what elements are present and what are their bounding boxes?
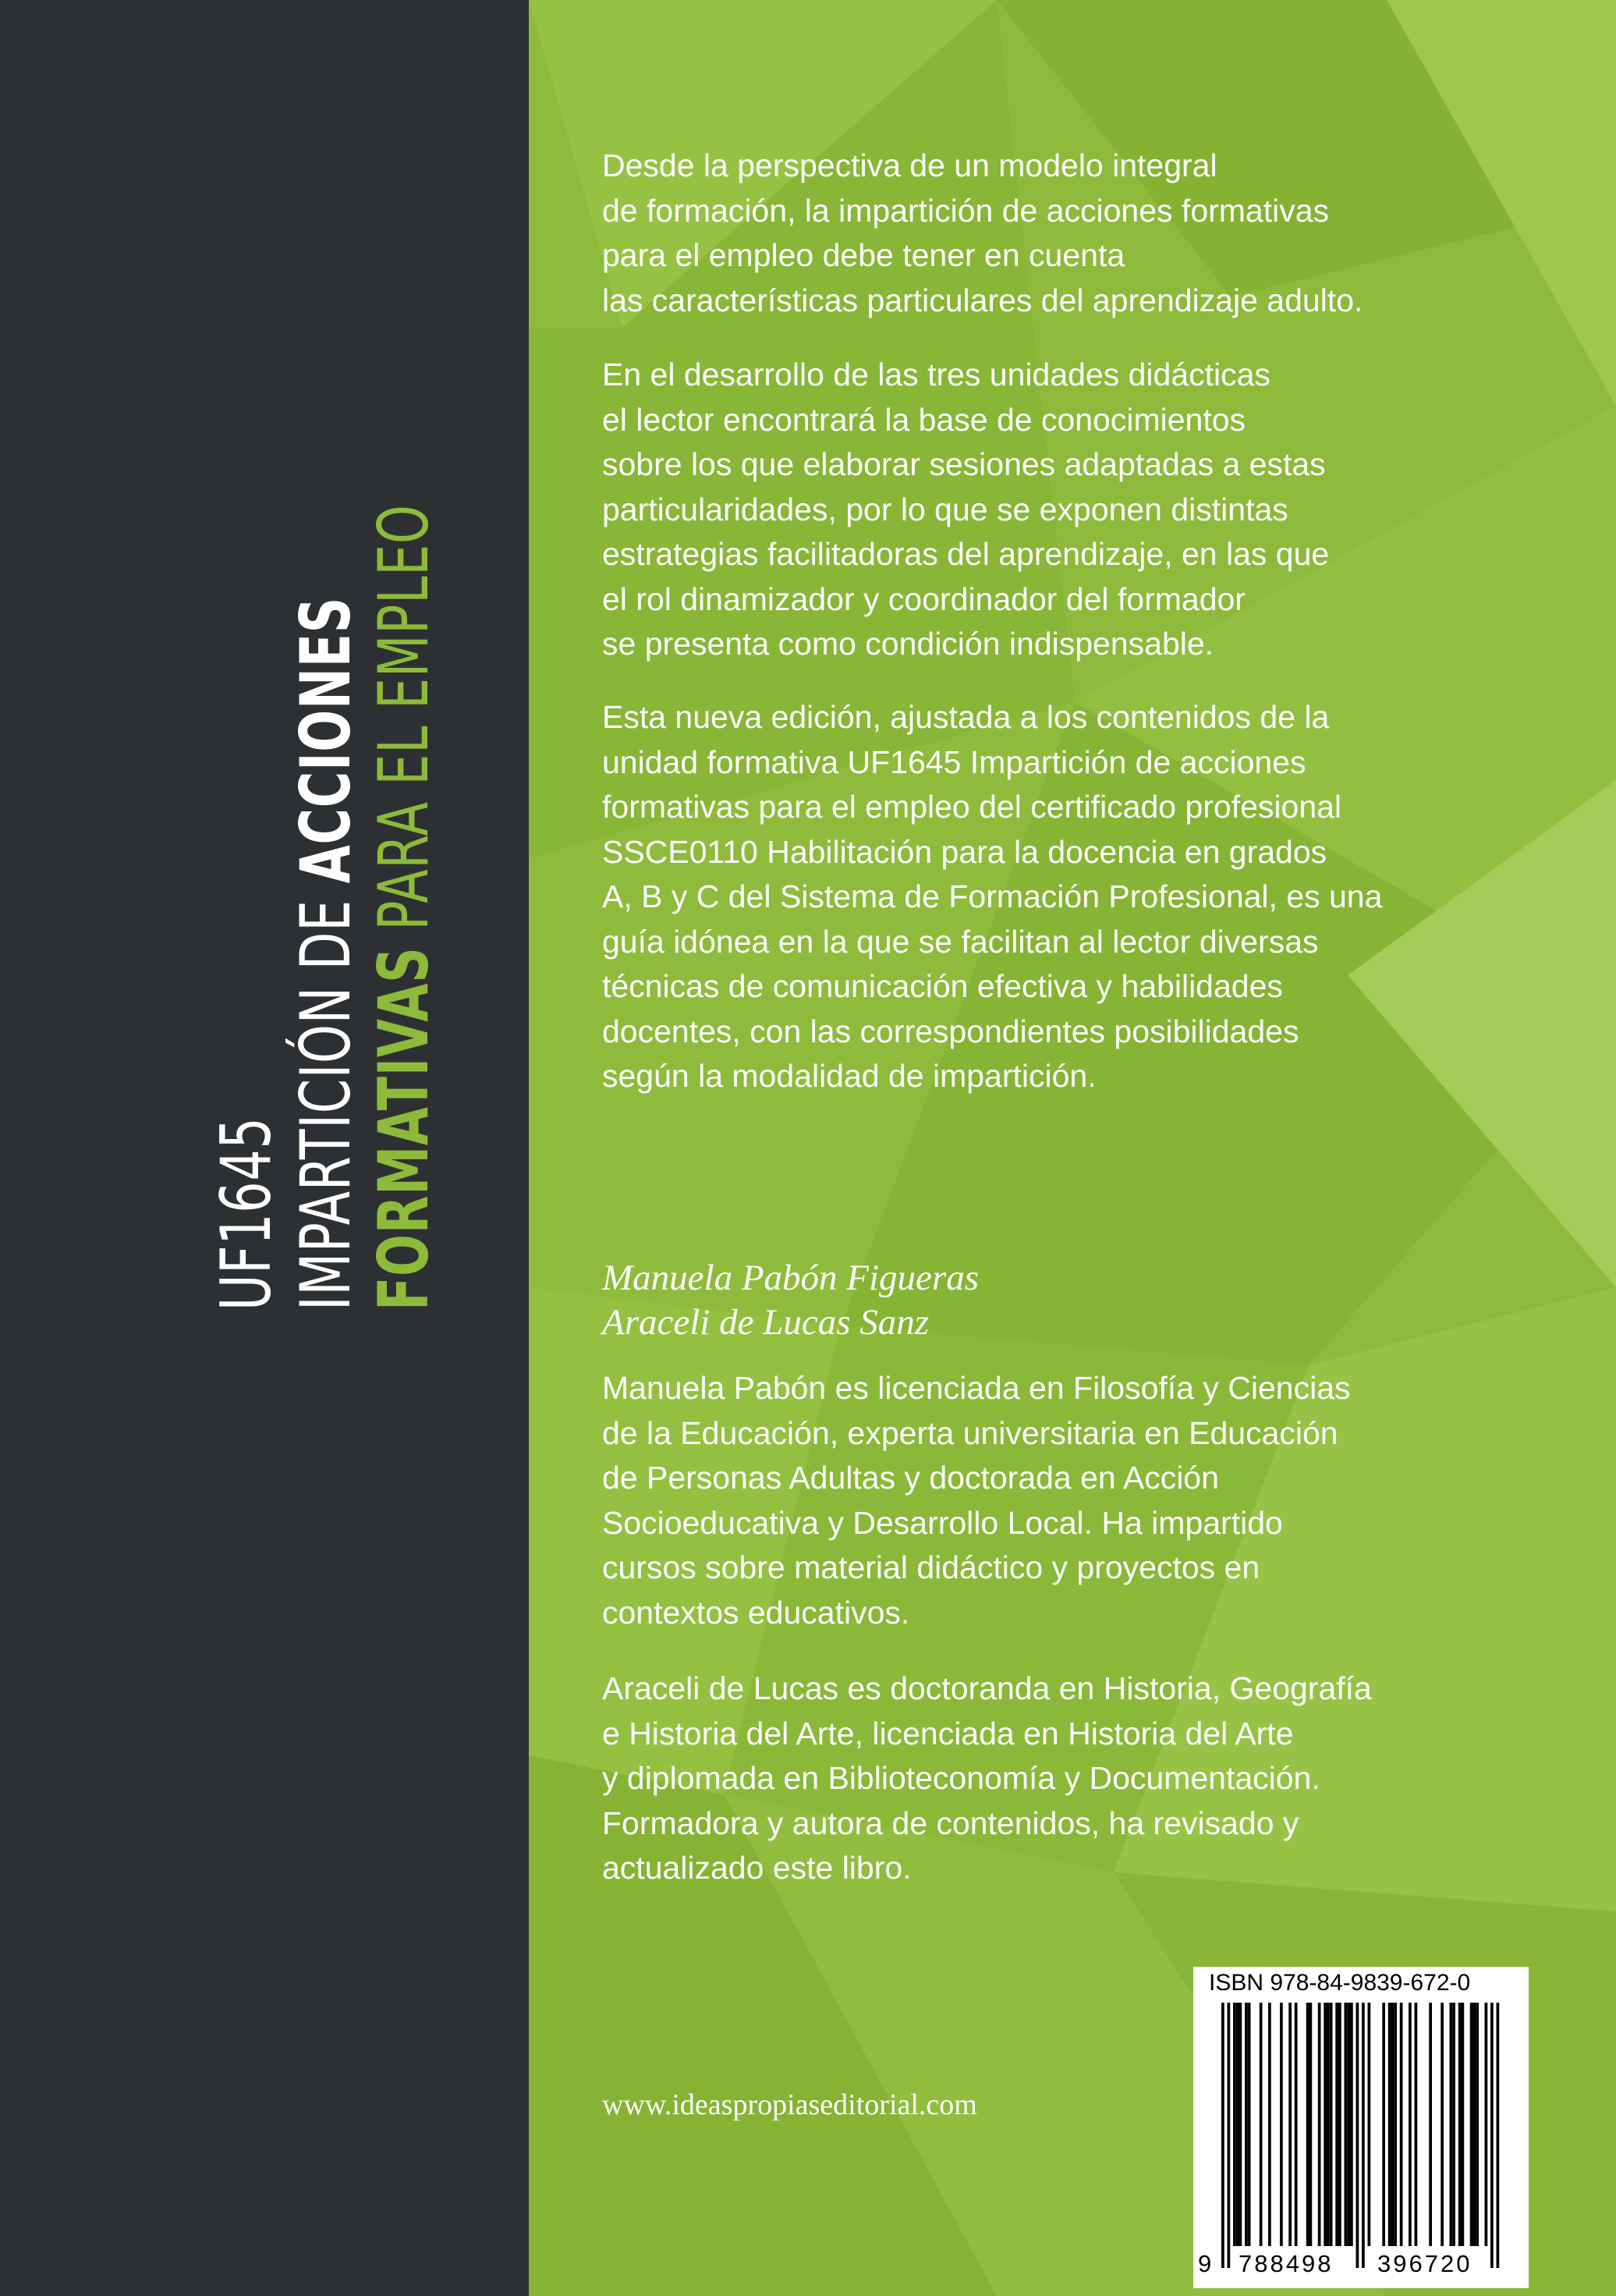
barcode-bar bbox=[1327, 2003, 1330, 2246]
publisher-website[interactable]: www.ideaspropiaseditorial.com bbox=[602, 2088, 977, 2121]
barcode-bar bbox=[1233, 2003, 1236, 2246]
barcode-bar bbox=[1260, 2003, 1263, 2246]
barcode-bar bbox=[1330, 2003, 1333, 2246]
barcode-bar bbox=[1400, 2003, 1403, 2246]
barcode-bar bbox=[1236, 2003, 1239, 2246]
barcode-bar bbox=[1362, 2003, 1365, 2268]
ean-left-digits: 788498 bbox=[1239, 2250, 1334, 2277]
barcode-bar bbox=[1350, 2003, 1353, 2246]
barcode-bar bbox=[1450, 2003, 1453, 2246]
barcode-bars bbox=[1193, 1967, 1529, 2288]
barcode-bar bbox=[1497, 2003, 1500, 2268]
author-name-2: Araceli de Lucas Sanz bbox=[602, 1302, 930, 1343]
barcode-bar bbox=[1391, 2003, 1395, 2246]
geometric-pattern bbox=[529, 0, 1616, 2296]
barcode-bar bbox=[1306, 2003, 1309, 2246]
barcode-bar bbox=[1338, 2003, 1341, 2246]
barcode-bar bbox=[1409, 2003, 1412, 2246]
barcode-bar bbox=[1462, 2003, 1465, 2246]
barcode-bar bbox=[1245, 2003, 1248, 2246]
ean-first-digit: 9 bbox=[1198, 2250, 1214, 2277]
barcode-bar bbox=[1347, 2003, 1350, 2246]
description-paragraph-1: Desde la perspectiva de un modelo integral de formación, la impartición de acciones formativas para el empleo debe tener en cuenta las características particulares del aprendizaje adulto. bbox=[602, 147, 1363, 318]
barcode-bar bbox=[1458, 2003, 1462, 2246]
barcode-bar bbox=[1485, 2003, 1488, 2246]
barcode-bar bbox=[1470, 2003, 1473, 2246]
barcode-bar bbox=[1452, 2003, 1455, 2246]
barcode-bar bbox=[1382, 2003, 1385, 2246]
barcode-bar bbox=[1335, 2003, 1338, 2246]
barcode-bar bbox=[1248, 2003, 1251, 2246]
barcode-bar bbox=[1388, 2003, 1391, 2246]
barcode-bar bbox=[1441, 2003, 1444, 2246]
description-paragraph-3: Esta nueva edición, ajustada a los contenidos de la unidad formativa UF1645 Impartición de acciones formativas para el empleo del certificado profesional SSCE0110 Habilitación para la docencia en grados A, B y C del Sistema de Formación Profesional, es una guía idónea en la que se facilitan al lector diversas técnicas de comunicación efectiva y habilidades docentes, con las correspondientes posibilidades según la modalidad de impartición. bbox=[602, 699, 1383, 1094]
barcode-bar bbox=[1309, 2003, 1313, 2246]
barcode-bar bbox=[1356, 2003, 1359, 2268]
barcode-bar bbox=[1476, 2003, 1479, 2246]
author-bio-2: Araceli de Lucas es doctoranda en Historia, Geografía e Historia del Arte, licenciada en Historia del Arte y diplomada en Biblioteconomía y Documentación. Formadora y autora de contenidos, ha revisado y actualizado este libro. bbox=[602, 1670, 1372, 1886]
barcode-bar bbox=[1490, 2003, 1494, 2268]
spine-title-line-2: IMPARTICIÓN DE ACCIONES bbox=[285, 597, 366, 1311]
author-bio-1: Manuela Pabón es licenciada en Filosofía y Ciencias de la Educación, experta universitaria en Educación de Personas Adultas y doctorada en Acción Socioeducativa y Desarrollo Local. Ha impartido cursos sobre material didáctico y proyectos en contextos educativos. bbox=[602, 1370, 1351, 1631]
isbn-label: ISBN 978-84-9839-672-0 bbox=[1209, 1970, 1471, 1996]
barcode-bar bbox=[1221, 2003, 1224, 2268]
author-name-1: Manuela Pabón Figueras bbox=[602, 1258, 979, 1298]
barcode-bar bbox=[1239, 2003, 1242, 2246]
barcode-bar bbox=[1368, 2003, 1371, 2246]
isbn-barcode bbox=[1193, 1967, 1529, 2288]
description-paragraph-2: En el desarrollo de las tres unidades didácticas el lector encontrará la base de conocimientos sobre los que elaborar sesiones adaptadas a estas particularidades, por lo que se exponen distintas estrategias facilitadoras del aprendizaje, en las que el rol dinamizador y coordinador del formador se presenta como condición indispensable. bbox=[602, 357, 1330, 662]
barcode-bar bbox=[1345, 2003, 1348, 2246]
barcode-bar bbox=[1473, 2003, 1476, 2246]
barcode-bar bbox=[1228, 2003, 1231, 2268]
barcode-bar bbox=[1324, 2003, 1327, 2246]
back-cover-background bbox=[529, 0, 1616, 2296]
barcode-bar bbox=[1280, 2003, 1283, 2246]
book-spine bbox=[0, 0, 529, 2296]
barcode-bar bbox=[1415, 2003, 1418, 2246]
barcode-bar bbox=[1394, 2003, 1397, 2246]
barcode-bar bbox=[1288, 2003, 1292, 2246]
ean-right-digits: 396720 bbox=[1377, 2250, 1472, 2277]
spine-title-line-3: FORMATIVAS PARA EL EMPLEO bbox=[363, 504, 444, 1311]
spine-code: UF1645 bbox=[206, 1116, 286, 1311]
barcode-bar bbox=[1268, 2003, 1271, 2246]
authors-block bbox=[602, 1256, 979, 1345]
barcode-bar bbox=[1318, 2003, 1321, 2246]
barcode-bar bbox=[1295, 2003, 1298, 2246]
barcode-bar bbox=[1429, 2003, 1432, 2246]
